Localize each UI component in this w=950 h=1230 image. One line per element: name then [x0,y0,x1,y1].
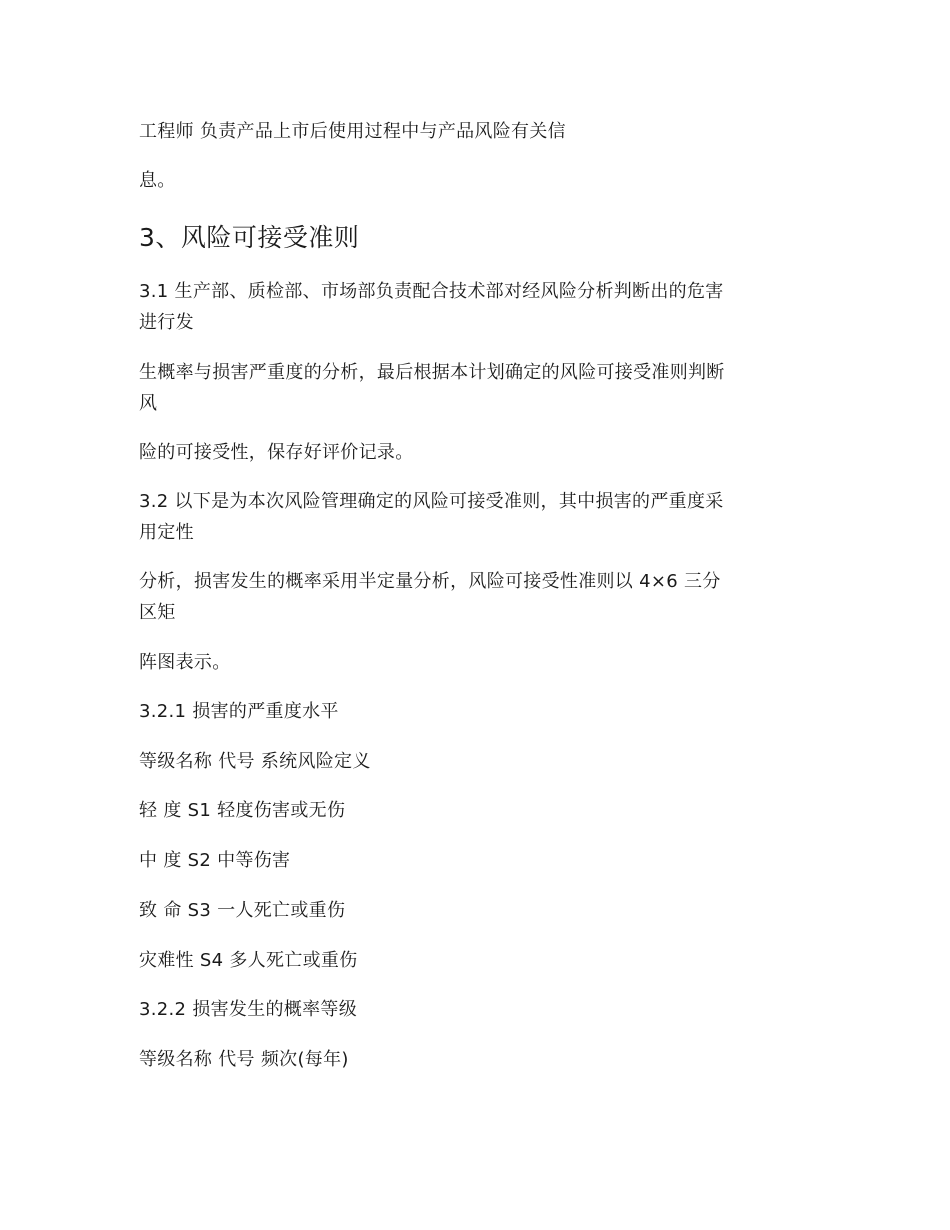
subsection-heading: 3.2.2 损害发生的概率等级 [139,999,358,1020]
section-heading: 3、风险可接受准则 [139,223,360,252]
paragraph-line: 区矩 [139,602,176,623]
table-header-line: 等级名称 代号 系统风险定义 [139,751,371,772]
table-row-line: 灾难性 S4 多人死亡或重伤 [139,950,358,971]
paragraph-line: 息。 [139,170,176,191]
paragraph-line: 险的可接受性，保存好评价记录。 [139,442,414,463]
subsection-heading: 3.2.1 损害的严重度水平 [139,701,339,722]
paragraph-line: 用定性 [139,522,194,543]
paragraph-line: 风 [139,393,158,414]
paragraph-line: 阵图表示。 [139,652,231,673]
table-row-line: 中 度 S2 中等伤害 [139,850,291,871]
table-row-line: 轻 度 S1 轻度伤害或无伤 [139,800,346,821]
paragraph-line: 分析，损害发生的概率采用半定量分析，风险可接受性准则以 4×6 三分 [139,571,721,592]
table-row-line: 致 命 S3 一人死亡或重伤 [139,900,346,921]
paragraph-line: 工程师 负责产品上市后使用过程中与产品风险有关信 [139,121,566,142]
paragraph-line: 进行发 [139,312,194,333]
paragraph-line: 3.1 生产部、质检部、市场部负责配合技术部对经风险分析判断出的危害 [139,281,724,302]
paragraph-line: 生概率与损害严重度的分析，最后根据本计划确定的风险可接受准则判断 [139,362,725,383]
paragraph-line: 3.2 以下是为本次风险管理确定的风险可接受准则，其中损害的严重度采 [139,491,724,512]
table-header-line: 等级名称 代号 频次(每年) [139,1049,349,1070]
